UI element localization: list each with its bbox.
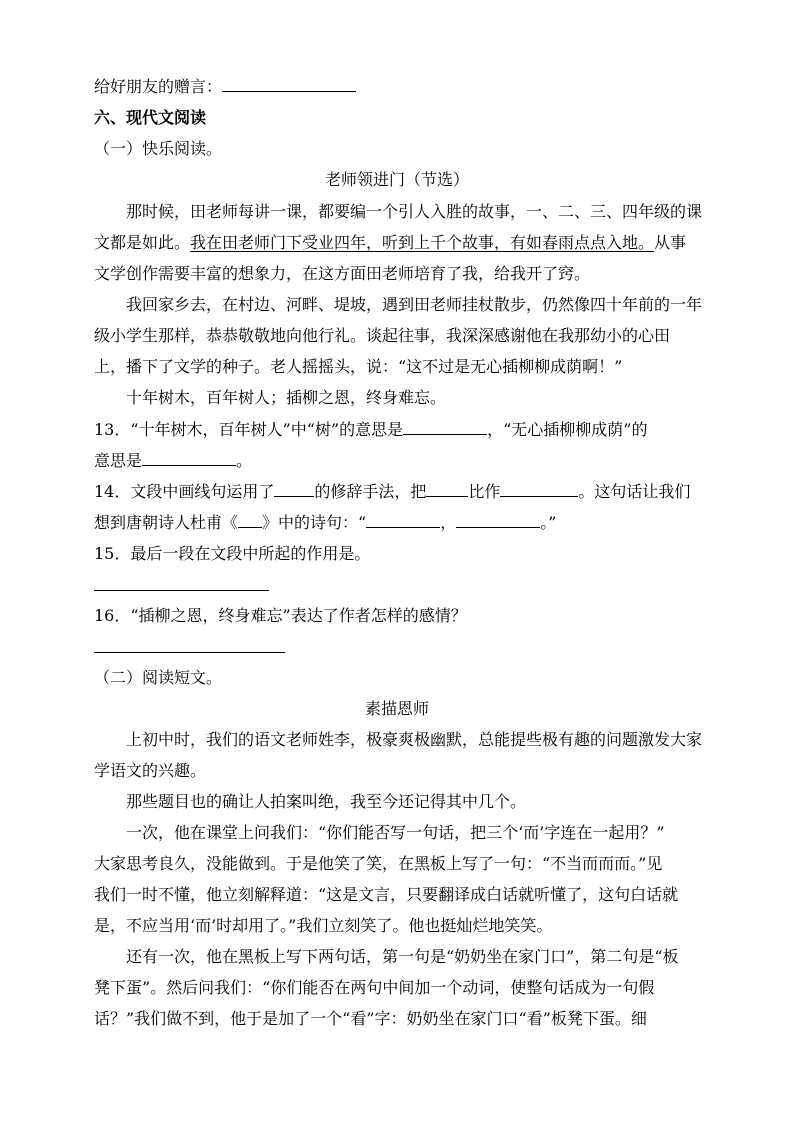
q13-text: 13．“十年树木，百年树人”中“树”的意思是 [94, 420, 404, 439]
part2-p3-line3: 我们一时不懂，他立刻解释道：“这是文言，只要翻译成白话就听懂了，这句白话就 [94, 885, 679, 904]
part1-p2-line3: 上，播下了文学的种子。老人摇摇头，说：“这不过是无心插柳柳成荫啊！” [94, 357, 623, 376]
part2-p4-line2: 凳下蛋”。然后问我们：“你们能否在两句中间加一个动词，使整句话成为一句假 [94, 978, 655, 997]
question-16: 16．“插柳之恩，终身难忘”表达了作者怎样的感情？ [94, 606, 467, 625]
part2-p4-line1: 还有一次，他在黑板上写下两句话，第一句是“奶奶坐在家门口”，第二句是“板 [126, 947, 679, 966]
question-14-line1 [94, 481, 690, 503]
part1-p2-line2: 级小学生那样，恭恭敬敬地向他行礼。谈起往事，我深深感谢他在我那幼小的心田 [94, 326, 671, 345]
part1-p1-line2 [94, 232, 686, 254]
q14-blank-1[interactable] [274, 482, 314, 497]
part2-p3-line2: 大家思考良久，没能做到。于是他笑了笑，在黑板上写了一句：“不当而而而。”见 [94, 854, 663, 873]
part2-p3-line1: 一次，他在课堂上问我们：“你们能否写一句话，把三个‘而’字连在一起用？” [126, 823, 665, 842]
friend-gift-blank[interactable] [222, 77, 356, 92]
part2-p1-line2: 学语文的兴趣。 [94, 761, 207, 780]
q13-text-4: 。 [236, 451, 253, 470]
q14-text-4: 。这句话让我们 [578, 482, 691, 501]
q15-answer-line[interactable] [94, 590, 269, 591]
question-14-line2 [94, 512, 556, 534]
question-13-line1 [94, 419, 647, 441]
underlined-sentence: 我在田老师门下受业四年，听到上千个故事，有如春雨点点入地。 [190, 233, 655, 252]
part1-passage-title: 老师领进门（节选） [324, 170, 469, 189]
part2-label: （二）阅读短文。 [94, 668, 223, 687]
q14-text-7: ， [440, 513, 457, 532]
q14-blank-3[interactable] [500, 482, 578, 497]
question-15: 15．最后一段在文段中所起的作用是。 [94, 544, 371, 563]
part1-p1-text: 文都是如此。 [94, 233, 191, 252]
part2-p3-line4: 是，不应当用‘而’时却用了。”我们立刻笑了。他也挺灿烂地笑笑。 [94, 916, 553, 935]
part1-label: （一）快乐阅读。 [94, 139, 223, 158]
friend-gift-line [94, 76, 356, 98]
q14-text-8: 。” [540, 513, 557, 532]
q14-text: 14．文段中画线句运用了 [94, 482, 275, 501]
q14-text-2: 的修辞手法，把 [314, 482, 427, 501]
q14-text-6: 》中的诗句：“ [262, 513, 367, 532]
q16-answer-line[interactable] [94, 652, 285, 653]
part1-p1-line1: 那时候，田老师每讲一课，都要编一个引人入胜的故事，一、二、三、四年级的课 [126, 202, 703, 221]
part1-p3: 十年树木，百年树人；插柳之恩，终身难忘。 [126, 388, 447, 407]
part1-p2-line1: 我回家乡去，在村边、河畔、堤坡，遇到田老师挂杖散步，仍然像四十年前的一年 [126, 295, 703, 314]
q14-blank-4[interactable] [238, 513, 262, 528]
q14-blank-6[interactable] [456, 513, 540, 528]
part2-passage-title: 素描恩师 [364, 699, 429, 718]
q13-blank-1[interactable] [403, 420, 487, 435]
question-13-line2 [94, 450, 252, 472]
q14-blank-2[interactable] [426, 482, 468, 497]
part2-p2: 那些题目也的确让人拍案叫绝，我至今还记得其中几个。 [126, 792, 527, 811]
part2-p4-line3: 话？”我们做不到，他于是加了一个“看”字：奶奶坐在家门口“看”板凳下蛋。细 [94, 1009, 647, 1028]
q13-text-2: ，“无心插柳柳成荫”的 [487, 420, 648, 439]
friend-gift-label: 给好朋友的赠言： [94, 77, 223, 96]
q14-blank-5[interactable] [366, 513, 440, 528]
q14-text-5: 想到唐朝诗人杜甫《 [94, 513, 239, 532]
section-title: 六、现代文阅读 [94, 108, 207, 127]
q14-text-3: 比作 [468, 482, 501, 501]
q13-text-3: 意思是 [94, 451, 143, 470]
part2-p1-line1: 上初中时，我们的语文老师姓李，极豪爽极幽默，总能提些极有趣的问题激发大家 [126, 730, 703, 749]
q13-blank-2[interactable] [142, 451, 236, 466]
part1-p1-text-end: 从事 [654, 233, 687, 252]
part1-p1-line3: 文学创作需要丰富的想象力，在这方面田老师培育了我，给我开了窍。 [94, 264, 591, 283]
